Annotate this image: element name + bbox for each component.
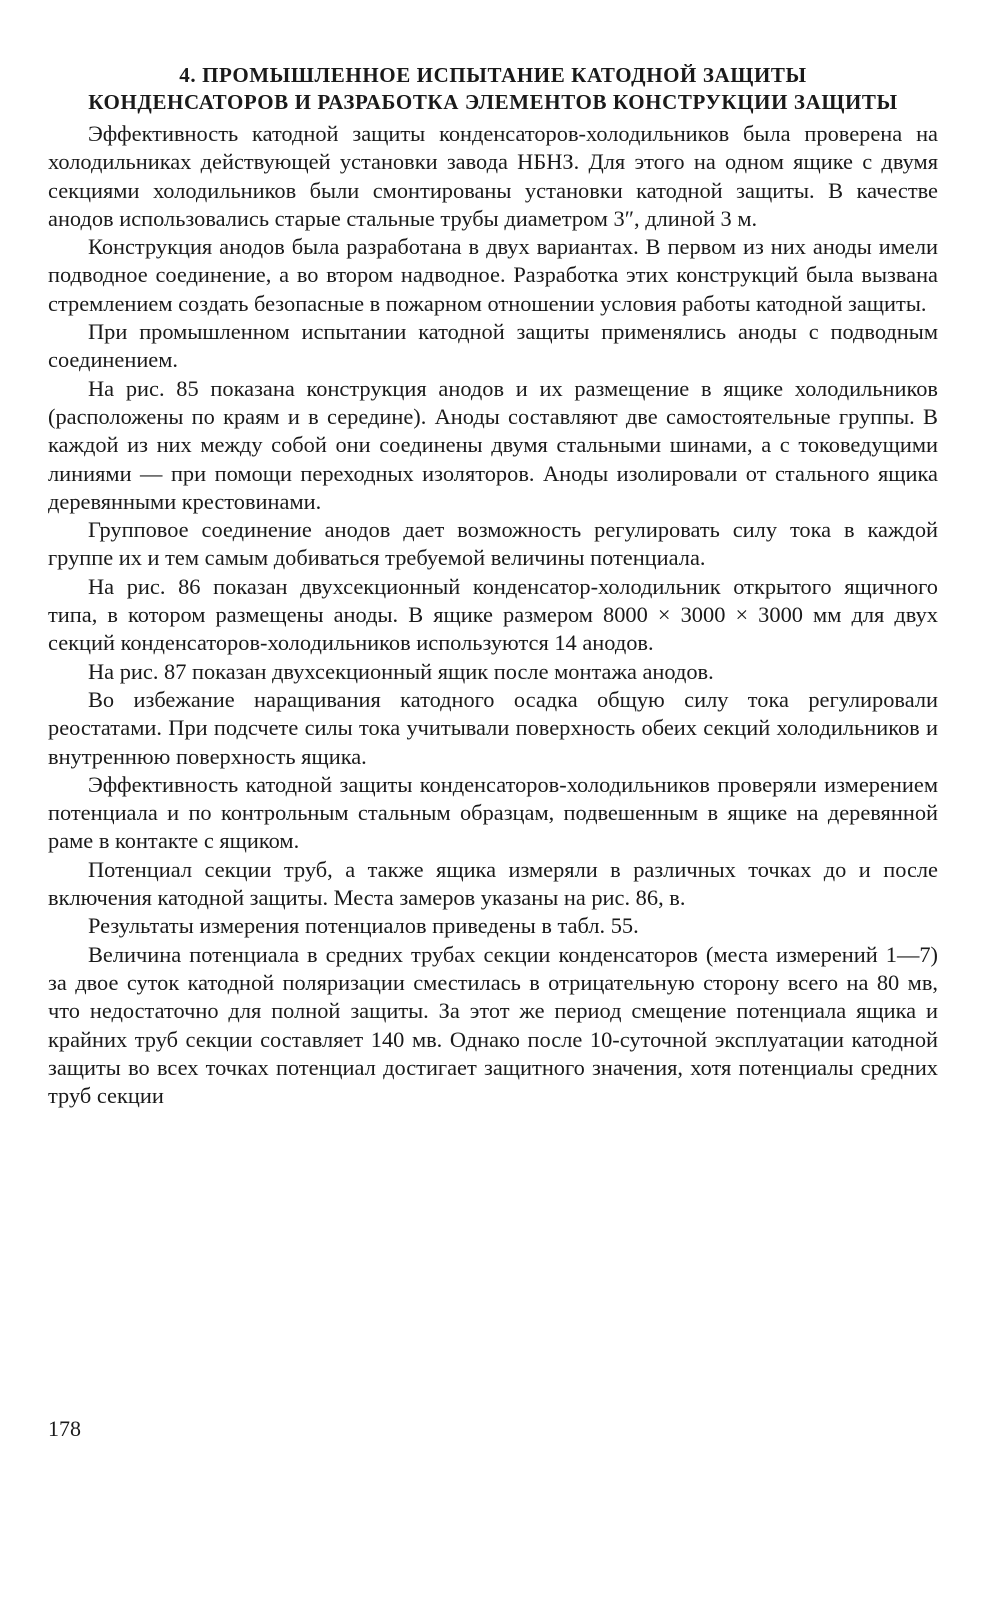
paragraph: Результаты измерения потенциалов приведены в табл. 55.	[88, 913, 639, 939]
section-heading-line-2: КОНДЕНСАТОРОВ И РАЗРАБОТКА ЭЛЕМЕНТОВ КОНСТРУКЦИИ ЗАЩИТЫ	[88, 90, 898, 114]
section-heading-line-1: 4. ПРОМЫШЛЕННОЕ ИСПЫТАНИЕ КАТОДНОЙ ЗАЩИТЫ	[179, 63, 807, 87]
paragraph: Потенциал секции труб, а также ящика измеряли в различных точках до и после включения катодной защиты. Места замеров указаны на рис. 86, в.	[48, 856, 938, 911]
paragraph: На рис. 85 показана конструкция анодов и их размещение в ящике холодильников (расположены по краям и в середине). Аноды составляют две самостоятельные группы. В каждой из них между собой они соединены двумя стальными шинами, а с токоведущими линиями — при помощи переходных изоляторов. Аноды изолировали от стального ящика деревянными крестовинами.	[48, 375, 938, 514]
paragraph: Групповое соединение анодов дает возможность регулировать силу тока в каждой группе их и тем самым добиваться требуемой величины потенциала.	[48, 517, 938, 571]
paragraph: При промышленном испытании катодной защиты применялись аноды с подводным соединением.	[48, 319, 938, 373]
paragraph: Во избежание наращивания катодного осадка общую силу тока регулировали реостатами. При подсчете силы тока учитывали поверхность обеих секций холодильников и внутреннюю поверхность ящика.	[48, 686, 938, 769]
paragraph: На рис. 87 показан двухсекционный ящик после монтажа анодов.	[88, 658, 714, 684]
paragraph: Величина потенциала в средних трубах секции конденсаторов (места измерений 1—7) за двое суток катодной поляризации сместилась в отрицательную сторону всего на 80 мв, что недостаточно для полной защиты. За этот же период смещение потенциала ящика и крайних труб секции составляет 140 мв. Однако после 10-суточной эксплуатации катодной защиты во всех точках потенциал достигает защитного значения, хотя потенциалы средних труб секции	[48, 941, 938, 1109]
paragraph: Эффективность катодной защиты конденсаторов-холодильников была проверена на холодильниках действующей установки завода НБНЗ. Для этого на одном ящике с двумя секциями холодильников были смонтированы установки катодной защиты. В качестве анодов использовались старые стальные трубы диаметром 3″, длиной 3 м.	[48, 121, 938, 231]
paragraph: Конструкция анодов была разработана в двух вариантах. В первом из них аноды имели подводное соединение, а во втором надводное. Разработка этих конструкций была вызвана стремлением создать безопасные в пожарном отношении условия работы катодной защиты.	[48, 234, 938, 316]
paragraph: На рис. 86 показан двухсекционный конденсатор-холодильник открытого ящичного типа, в котором размещены аноды. В ящике размером 8000 × 3000 × 3000 мм для двух секций конденсаторов-холодильников используются 14 анодов.	[48, 573, 938, 656]
section-heading	[48, 62, 938, 116]
page-content	[48, 62, 938, 1110]
page-number: 178	[48, 1416, 81, 1441]
paragraph: Эффективность катодной защиты конденсаторов-холодильников проверяли измерением потенциала и по контрольным стальным образцам, подвешенным в ящике на деревянной раме в контакте с ящиком.	[48, 771, 938, 854]
